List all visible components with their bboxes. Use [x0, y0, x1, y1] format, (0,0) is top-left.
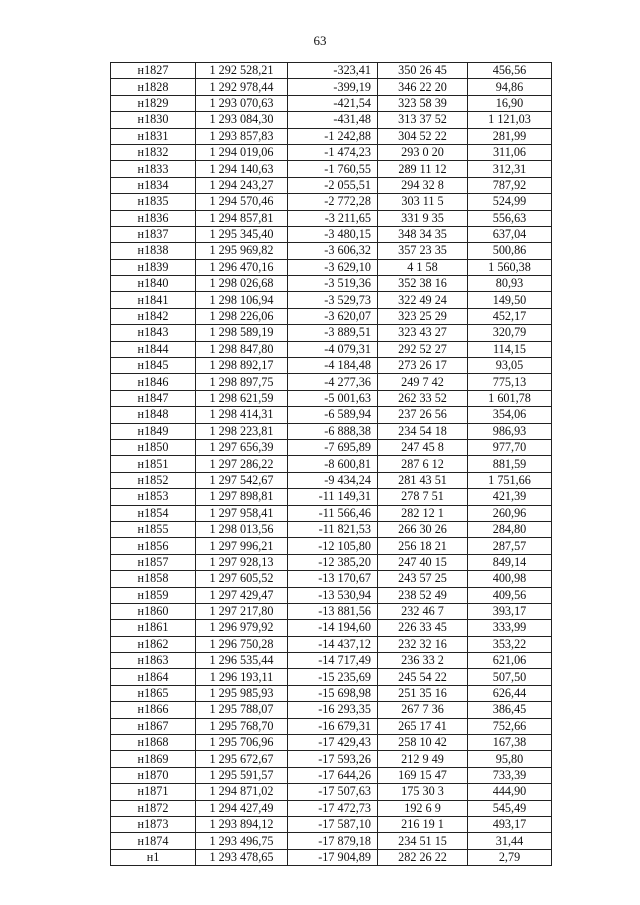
- distance-cell: 752,66: [468, 718, 552, 734]
- distance-cell: 386,45: [468, 702, 552, 718]
- direction-angle-cell: 322 49 24: [378, 292, 468, 308]
- direction-angle-cell: 247 45 8: [378, 439, 468, 455]
- distance-cell: 1 601,78: [468, 390, 552, 406]
- x-coordinate-cell: 1 297 928,13: [196, 554, 288, 570]
- point-cell: н1866: [111, 702, 196, 718]
- coordinates-table: [110, 62, 552, 866]
- distance-cell: 881,59: [468, 456, 552, 472]
- point-cell: н1870: [111, 767, 196, 783]
- y-coordinate-cell: -17 593,26: [288, 751, 378, 767]
- distance-cell: 524,99: [468, 194, 552, 210]
- direction-angle-cell: 234 51 15: [378, 833, 468, 849]
- direction-angle-cell: 304 52 22: [378, 128, 468, 144]
- point-cell: н1850: [111, 439, 196, 455]
- x-coordinate-cell: 1 295 672,67: [196, 751, 288, 767]
- table-row: [111, 489, 552, 505]
- table-row: [111, 653, 552, 669]
- table-row: [111, 144, 552, 160]
- distance-cell: 281,99: [468, 128, 552, 144]
- point-cell: н1868: [111, 735, 196, 751]
- direction-angle-cell: 192 6 9: [378, 800, 468, 816]
- distance-cell: 787,92: [468, 177, 552, 193]
- direction-angle-cell: 232 46 7: [378, 603, 468, 619]
- table-row: [111, 423, 552, 439]
- x-coordinate-cell: 1 292 528,21: [196, 63, 288, 79]
- direction-angle-cell: 249 7 42: [378, 374, 468, 390]
- direction-angle-cell: 303 11 5: [378, 194, 468, 210]
- direction-angle-cell: 346 22 20: [378, 79, 468, 95]
- distance-cell: 493,17: [468, 816, 552, 832]
- distance-cell: 393,17: [468, 603, 552, 619]
- distance-cell: 287,57: [468, 538, 552, 554]
- point-cell: н1862: [111, 636, 196, 652]
- distance-cell: 421,39: [468, 489, 552, 505]
- direction-angle-cell: 245 54 22: [378, 669, 468, 685]
- distance-cell: 320,79: [468, 325, 552, 341]
- direction-angle-cell: 273 26 17: [378, 358, 468, 374]
- table-row: [111, 79, 552, 95]
- y-coordinate-cell: -2 055,51: [288, 177, 378, 193]
- x-coordinate-cell: 1 298 847,80: [196, 341, 288, 357]
- distance-cell: 284,80: [468, 521, 552, 537]
- point-cell: н1865: [111, 685, 196, 701]
- x-coordinate-cell: 1 297 656,39: [196, 439, 288, 455]
- distance-cell: 1 560,38: [468, 259, 552, 275]
- point-cell: н1843: [111, 325, 196, 341]
- x-coordinate-cell: 1 297 286,22: [196, 456, 288, 472]
- y-coordinate-cell: -16 679,31: [288, 718, 378, 734]
- point-cell: н1841: [111, 292, 196, 308]
- y-coordinate-cell: -399,19: [288, 79, 378, 95]
- point-cell: н1842: [111, 308, 196, 324]
- table-row: [111, 472, 552, 488]
- distance-cell: 114,15: [468, 341, 552, 357]
- distance-cell: 621,06: [468, 653, 552, 669]
- direction-angle-cell: 287 6 12: [378, 456, 468, 472]
- x-coordinate-cell: 1 294 140,63: [196, 161, 288, 177]
- direction-angle-cell: 258 10 42: [378, 735, 468, 751]
- x-coordinate-cell: 1 294 857,81: [196, 210, 288, 226]
- point-cell: н1830: [111, 112, 196, 128]
- y-coordinate-cell: -3 620,07: [288, 308, 378, 324]
- x-coordinate-cell: 1 298 897,75: [196, 374, 288, 390]
- y-coordinate-cell: -4 184,48: [288, 358, 378, 374]
- table-row: [111, 587, 552, 603]
- x-coordinate-cell: 1 296 470,16: [196, 259, 288, 275]
- distance-cell: 545,49: [468, 800, 552, 816]
- y-coordinate-cell: -431,48: [288, 112, 378, 128]
- x-coordinate-cell: 1 297 217,80: [196, 603, 288, 619]
- y-coordinate-cell: -17 904,89: [288, 849, 378, 865]
- direction-angle-cell: 282 12 1: [378, 505, 468, 521]
- distance-cell: 311,06: [468, 144, 552, 160]
- x-coordinate-cell: 1 296 193,11: [196, 669, 288, 685]
- table-row: [111, 784, 552, 800]
- x-coordinate-cell: 1 298 621,59: [196, 390, 288, 406]
- distance-cell: 167,38: [468, 735, 552, 751]
- direction-angle-cell: 247 40 15: [378, 554, 468, 570]
- direction-angle-cell: 331 9 35: [378, 210, 468, 226]
- point-cell: н1845: [111, 358, 196, 374]
- y-coordinate-cell: -11 149,31: [288, 489, 378, 505]
- distance-cell: 400,98: [468, 571, 552, 587]
- direction-angle-cell: 262 33 52: [378, 390, 468, 406]
- x-coordinate-cell: 1 295 591,57: [196, 767, 288, 783]
- y-coordinate-cell: -6 888,38: [288, 423, 378, 439]
- direction-angle-cell: 281 43 51: [378, 472, 468, 488]
- point-cell: н1867: [111, 718, 196, 734]
- y-coordinate-cell: -15 235,69: [288, 669, 378, 685]
- x-coordinate-cell: 1 298 414,31: [196, 407, 288, 423]
- x-coordinate-cell: 1 296 535,44: [196, 653, 288, 669]
- y-coordinate-cell: -12 385,20: [288, 554, 378, 570]
- distance-cell: 409,56: [468, 587, 552, 603]
- y-coordinate-cell: -5 001,63: [288, 390, 378, 406]
- table-row: [111, 292, 552, 308]
- direction-angle-cell: 289 11 12: [378, 161, 468, 177]
- point-cell: н1838: [111, 243, 196, 259]
- point-cell: н1848: [111, 407, 196, 423]
- table-row: [111, 636, 552, 652]
- point-cell: н1849: [111, 423, 196, 439]
- distance-cell: 260,96: [468, 505, 552, 521]
- direction-angle-cell: 266 30 26: [378, 521, 468, 537]
- table-row: [111, 554, 552, 570]
- y-coordinate-cell: -13 530,94: [288, 587, 378, 603]
- table-row: [111, 571, 552, 587]
- table-row: [111, 243, 552, 259]
- distance-cell: 333,99: [468, 620, 552, 636]
- distance-cell: 312,31: [468, 161, 552, 177]
- y-coordinate-cell: -17 587,10: [288, 816, 378, 832]
- y-coordinate-cell: -15 698,98: [288, 685, 378, 701]
- x-coordinate-cell: 1 294 570,46: [196, 194, 288, 210]
- distance-cell: 775,13: [468, 374, 552, 390]
- point-cell: н1852: [111, 472, 196, 488]
- direction-angle-cell: 175 30 3: [378, 784, 468, 800]
- y-coordinate-cell: -421,54: [288, 95, 378, 111]
- table-row: [111, 849, 552, 865]
- x-coordinate-cell: 1 293 478,65: [196, 849, 288, 865]
- direction-angle-cell: 243 57 25: [378, 571, 468, 587]
- y-coordinate-cell: -16 293,35: [288, 702, 378, 718]
- direction-angle-cell: 212 9 49: [378, 751, 468, 767]
- distance-cell: 456,56: [468, 63, 552, 79]
- y-coordinate-cell: -14 437,12: [288, 636, 378, 652]
- point-cell: н1840: [111, 276, 196, 292]
- distance-cell: 637,04: [468, 226, 552, 242]
- y-coordinate-cell: -7 695,89: [288, 439, 378, 455]
- y-coordinate-cell: -17 644,26: [288, 767, 378, 783]
- distance-cell: 31,44: [468, 833, 552, 849]
- x-coordinate-cell: 1 298 026,68: [196, 276, 288, 292]
- y-coordinate-cell: -4 079,31: [288, 341, 378, 357]
- point-cell: н1835: [111, 194, 196, 210]
- y-coordinate-cell: -17 429,43: [288, 735, 378, 751]
- point-cell: н1851: [111, 456, 196, 472]
- point-cell: н1827: [111, 63, 196, 79]
- direction-angle-cell: 251 35 16: [378, 685, 468, 701]
- x-coordinate-cell: 1 298 223,81: [196, 423, 288, 439]
- y-coordinate-cell: -3 480,15: [288, 226, 378, 242]
- x-coordinate-cell: 1 293 084,30: [196, 112, 288, 128]
- x-coordinate-cell: 1 297 605,52: [196, 571, 288, 587]
- point-cell: н1828: [111, 79, 196, 95]
- direction-angle-cell: 292 52 27: [378, 341, 468, 357]
- y-coordinate-cell: -3 529,73: [288, 292, 378, 308]
- distance-cell: 1 121,03: [468, 112, 552, 128]
- x-coordinate-cell: 1 298 106,94: [196, 292, 288, 308]
- x-coordinate-cell: 1 298 589,19: [196, 325, 288, 341]
- distance-cell: 94,86: [468, 79, 552, 95]
- y-coordinate-cell: -12 105,80: [288, 538, 378, 554]
- table-row: [111, 407, 552, 423]
- y-coordinate-cell: -1 760,55: [288, 161, 378, 177]
- x-coordinate-cell: 1 297 958,41: [196, 505, 288, 521]
- direction-angle-cell: 4 1 58: [378, 259, 468, 275]
- y-coordinate-cell: -13 881,56: [288, 603, 378, 619]
- direction-angle-cell: 293 0 20: [378, 144, 468, 160]
- point-cell: н1837: [111, 226, 196, 242]
- table-row: [111, 259, 552, 275]
- point-cell: н1829: [111, 95, 196, 111]
- point-cell: н1847: [111, 390, 196, 406]
- distance-cell: 1 751,66: [468, 472, 552, 488]
- table-row: [111, 538, 552, 554]
- point-cell: н1831: [111, 128, 196, 144]
- point-cell: н1832: [111, 144, 196, 160]
- x-coordinate-cell: 1 294 019,06: [196, 144, 288, 160]
- y-coordinate-cell: -9 434,24: [288, 472, 378, 488]
- point-cell: н1836: [111, 210, 196, 226]
- table-row: [111, 816, 552, 832]
- direction-angle-cell: 265 17 41: [378, 718, 468, 734]
- direction-angle-cell: 236 33 2: [378, 653, 468, 669]
- point-cell: н1846: [111, 374, 196, 390]
- x-coordinate-cell: 1 296 750,28: [196, 636, 288, 652]
- x-coordinate-cell: 1 295 706,96: [196, 735, 288, 751]
- x-coordinate-cell: 1 298 013,56: [196, 521, 288, 537]
- distance-cell: 354,06: [468, 407, 552, 423]
- y-coordinate-cell: -14 717,49: [288, 653, 378, 669]
- distance-cell: 93,05: [468, 358, 552, 374]
- x-coordinate-cell: 1 295 345,40: [196, 226, 288, 242]
- table-row: [111, 767, 552, 783]
- y-coordinate-cell: -4 277,36: [288, 374, 378, 390]
- point-cell: н1855: [111, 521, 196, 537]
- direction-angle-cell: 169 15 47: [378, 767, 468, 783]
- point-cell: н1874: [111, 833, 196, 849]
- table-row: [111, 210, 552, 226]
- table-row: [111, 685, 552, 701]
- y-coordinate-cell: -14 194,60: [288, 620, 378, 636]
- direction-angle-cell: 238 52 49: [378, 587, 468, 603]
- point-cell: н1873: [111, 816, 196, 832]
- point-cell: н1856: [111, 538, 196, 554]
- direction-angle-cell: 237 26 56: [378, 407, 468, 423]
- distance-cell: 444,90: [468, 784, 552, 800]
- table-row: [111, 95, 552, 111]
- point-cell: н1833: [111, 161, 196, 177]
- point-cell: н1861: [111, 620, 196, 636]
- direction-angle-cell: 323 25 29: [378, 308, 468, 324]
- point-cell: н1869: [111, 751, 196, 767]
- table-row: [111, 358, 552, 374]
- table-row: [111, 341, 552, 357]
- point-cell: н1860: [111, 603, 196, 619]
- y-coordinate-cell: -13 170,67: [288, 571, 378, 587]
- point-cell: н1844: [111, 341, 196, 357]
- point-cell: н1872: [111, 800, 196, 816]
- table-row: [111, 603, 552, 619]
- direction-angle-cell: 282 26 22: [378, 849, 468, 865]
- direction-angle-cell: 232 32 16: [378, 636, 468, 652]
- y-coordinate-cell: -1 474,23: [288, 144, 378, 160]
- table-row: [111, 702, 552, 718]
- direction-angle-cell: 350 26 45: [378, 63, 468, 79]
- point-cell: н1834: [111, 177, 196, 193]
- distance-cell: 452,17: [468, 308, 552, 324]
- x-coordinate-cell: 1 295 788,07: [196, 702, 288, 718]
- y-coordinate-cell: -11 566,46: [288, 505, 378, 521]
- direction-angle-cell: 278 7 51: [378, 489, 468, 505]
- y-coordinate-cell: -17 879,18: [288, 833, 378, 849]
- y-coordinate-cell: -1 242,88: [288, 128, 378, 144]
- table-row: [111, 718, 552, 734]
- table-row: [111, 276, 552, 292]
- distance-cell: 626,44: [468, 685, 552, 701]
- table-row: [111, 505, 552, 521]
- x-coordinate-cell: 1 292 978,44: [196, 79, 288, 95]
- point-cell: н1863: [111, 653, 196, 669]
- table-row: [111, 735, 552, 751]
- y-coordinate-cell: -3 519,36: [288, 276, 378, 292]
- table-row: [111, 325, 552, 341]
- x-coordinate-cell: 1 295 985,93: [196, 685, 288, 701]
- distance-cell: 353,22: [468, 636, 552, 652]
- y-coordinate-cell: -17 507,63: [288, 784, 378, 800]
- distance-cell: 2,79: [468, 849, 552, 865]
- distance-cell: 95,80: [468, 751, 552, 767]
- direction-angle-cell: 267 7 36: [378, 702, 468, 718]
- table-row: [111, 308, 552, 324]
- point-cell: н1853: [111, 489, 196, 505]
- direction-angle-cell: 256 18 21: [378, 538, 468, 554]
- y-coordinate-cell: -3 629,10: [288, 259, 378, 275]
- x-coordinate-cell: 1 296 979,92: [196, 620, 288, 636]
- x-coordinate-cell: 1 294 427,49: [196, 800, 288, 816]
- distance-cell: 500,86: [468, 243, 552, 259]
- direction-angle-cell: 313 37 52: [378, 112, 468, 128]
- direction-angle-cell: 357 23 35: [378, 243, 468, 259]
- distance-cell: 507,50: [468, 669, 552, 685]
- y-coordinate-cell: -8 600,81: [288, 456, 378, 472]
- x-coordinate-cell: 1 295 969,82: [196, 243, 288, 259]
- y-coordinate-cell: -3 606,32: [288, 243, 378, 259]
- table-body: [111, 63, 552, 866]
- point-cell: н1: [111, 849, 196, 865]
- point-cell: н1871: [111, 784, 196, 800]
- table-row: [111, 439, 552, 455]
- x-coordinate-cell: 1 293 496,75: [196, 833, 288, 849]
- x-coordinate-cell: 1 297 429,47: [196, 587, 288, 603]
- table-row: [111, 620, 552, 636]
- x-coordinate-cell: 1 294 243,27: [196, 177, 288, 193]
- distance-cell: 16,90: [468, 95, 552, 111]
- x-coordinate-cell: 1 294 871,02: [196, 784, 288, 800]
- distance-cell: 849,14: [468, 554, 552, 570]
- x-coordinate-cell: 1 293 070,63: [196, 95, 288, 111]
- x-coordinate-cell: 1 297 542,67: [196, 472, 288, 488]
- table-row: [111, 800, 552, 816]
- x-coordinate-cell: 1 297 996,21: [196, 538, 288, 554]
- distance-cell: 149,50: [468, 292, 552, 308]
- y-coordinate-cell: -6 589,94: [288, 407, 378, 423]
- x-coordinate-cell: 1 293 857,83: [196, 128, 288, 144]
- point-cell: н1858: [111, 571, 196, 587]
- point-cell: н1859: [111, 587, 196, 603]
- y-coordinate-cell: -3 889,51: [288, 325, 378, 341]
- x-coordinate-cell: 1 298 892,17: [196, 358, 288, 374]
- distance-cell: 556,63: [468, 210, 552, 226]
- distance-cell: 80,93: [468, 276, 552, 292]
- point-cell: н1839: [111, 259, 196, 275]
- x-coordinate-cell: 1 295 768,70: [196, 718, 288, 734]
- table-row: [111, 374, 552, 390]
- direction-angle-cell: 323 58 39: [378, 95, 468, 111]
- table-row: [111, 177, 552, 193]
- point-cell: н1864: [111, 669, 196, 685]
- table-row: [111, 390, 552, 406]
- distance-cell: 977,70: [468, 439, 552, 455]
- table-row: [111, 161, 552, 177]
- x-coordinate-cell: 1 297 898,81: [196, 489, 288, 505]
- distance-cell: 733,39: [468, 767, 552, 783]
- y-coordinate-cell: -2 772,28: [288, 194, 378, 210]
- table-row: [111, 128, 552, 144]
- x-coordinate-cell: 1 293 894,12: [196, 816, 288, 832]
- table-row: [111, 456, 552, 472]
- direction-angle-cell: 348 34 35: [378, 226, 468, 242]
- y-coordinate-cell: -3 211,65: [288, 210, 378, 226]
- direction-angle-cell: 226 33 45: [378, 620, 468, 636]
- direction-angle-cell: 294 32 8: [378, 177, 468, 193]
- y-coordinate-cell: -17 472,73: [288, 800, 378, 816]
- table-row: [111, 521, 552, 537]
- page-number: 63: [313, 33, 327, 48]
- table-row: [111, 63, 552, 79]
- point-cell: н1854: [111, 505, 196, 521]
- x-coordinate-cell: 1 298 226,06: [196, 308, 288, 324]
- direction-angle-cell: 216 19 1: [378, 816, 468, 832]
- table-row: [111, 226, 552, 242]
- distance-cell: 986,93: [468, 423, 552, 439]
- table-row: [111, 833, 552, 849]
- direction-angle-cell: 352 38 16: [378, 276, 468, 292]
- direction-angle-cell: 234 54 18: [378, 423, 468, 439]
- y-coordinate-cell: -323,41: [288, 63, 378, 79]
- direction-angle-cell: 323 43 27: [378, 325, 468, 341]
- y-coordinate-cell: -11 821,53: [288, 521, 378, 537]
- table-row: [111, 194, 552, 210]
- table-row: [111, 751, 552, 767]
- table-row: [111, 112, 552, 128]
- table-row: [111, 669, 552, 685]
- point-cell: н1857: [111, 554, 196, 570]
